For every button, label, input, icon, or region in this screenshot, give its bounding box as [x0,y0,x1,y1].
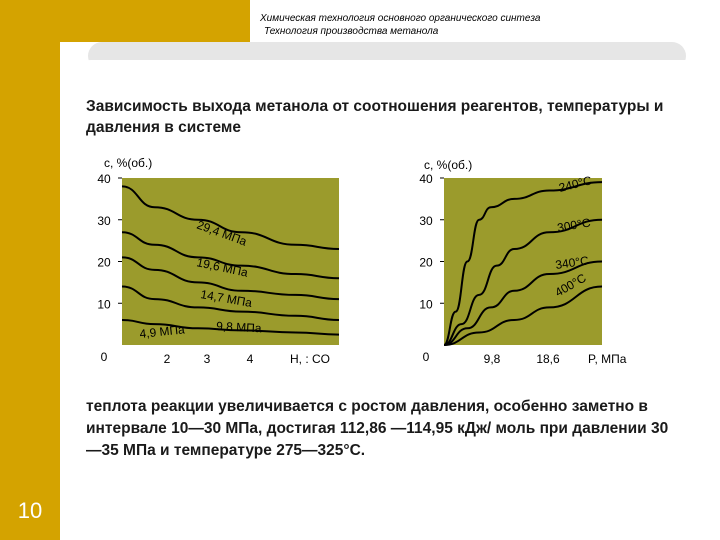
x-tick-label: 2 [163,352,171,366]
series-label-4: 400°С [552,270,589,300]
y-tick-label: 40 [97,172,111,186]
y-tick-label: 30 [97,213,111,228]
x-tick-label: 18,6 [536,352,560,366]
series-label-1: 29,4 МПа [194,217,249,249]
x-axis-label: P, МПа [588,352,627,366]
x-tick-label: 9,8 [483,352,501,366]
x-axis-label: H, : CO [290,352,331,366]
y-tick-label: 10 [419,297,433,312]
series-label-2: 19,6 МПа [195,255,250,280]
x-tick-label: 4 [246,352,254,366]
series-label-5: 4,9 МПа [138,322,186,341]
slide-title: Зависимость выхода метанола от соотношения реагентов, температуры и давления в системе [86,98,664,136]
series-label-4: 9,8 МПа [215,319,262,336]
series-label-2: 300°С [556,215,592,235]
x-tick-label: 3 [203,352,211,366]
y-tick-label: 40 [419,172,433,186]
header-line1: Химическая технология основного органического синтеза [260,13,541,24]
y-axis-label: с, %(об.) [104,156,153,170]
y-tick-label: 30 [419,213,433,228]
y-tick-label: 0 [422,350,430,364]
header-line2: Технология производства метанола [264,26,439,37]
y-tick-label: 0 [100,350,108,364]
y-tick-label: 20 [419,255,433,270]
y-axis-label: с, %(об.) [424,158,473,172]
slide-number: 10 [17,498,43,523]
body-paragraph: теплота реакции увеличивается с ростом давления, особенно заметно в интервале 10—30 МПа, достигая 112,86 —114,95 кДж/ моль при давлении 30—35 МПа и температуре 275—325°С. [86,398,669,459]
y-tick-label: 20 [97,255,111,270]
series-label-3: 340°С [554,253,590,272]
series-label-1: 240°С [557,173,594,195]
series-label-3: 14,7 МПа [199,287,254,310]
y-tick-label: 10 [97,297,111,312]
